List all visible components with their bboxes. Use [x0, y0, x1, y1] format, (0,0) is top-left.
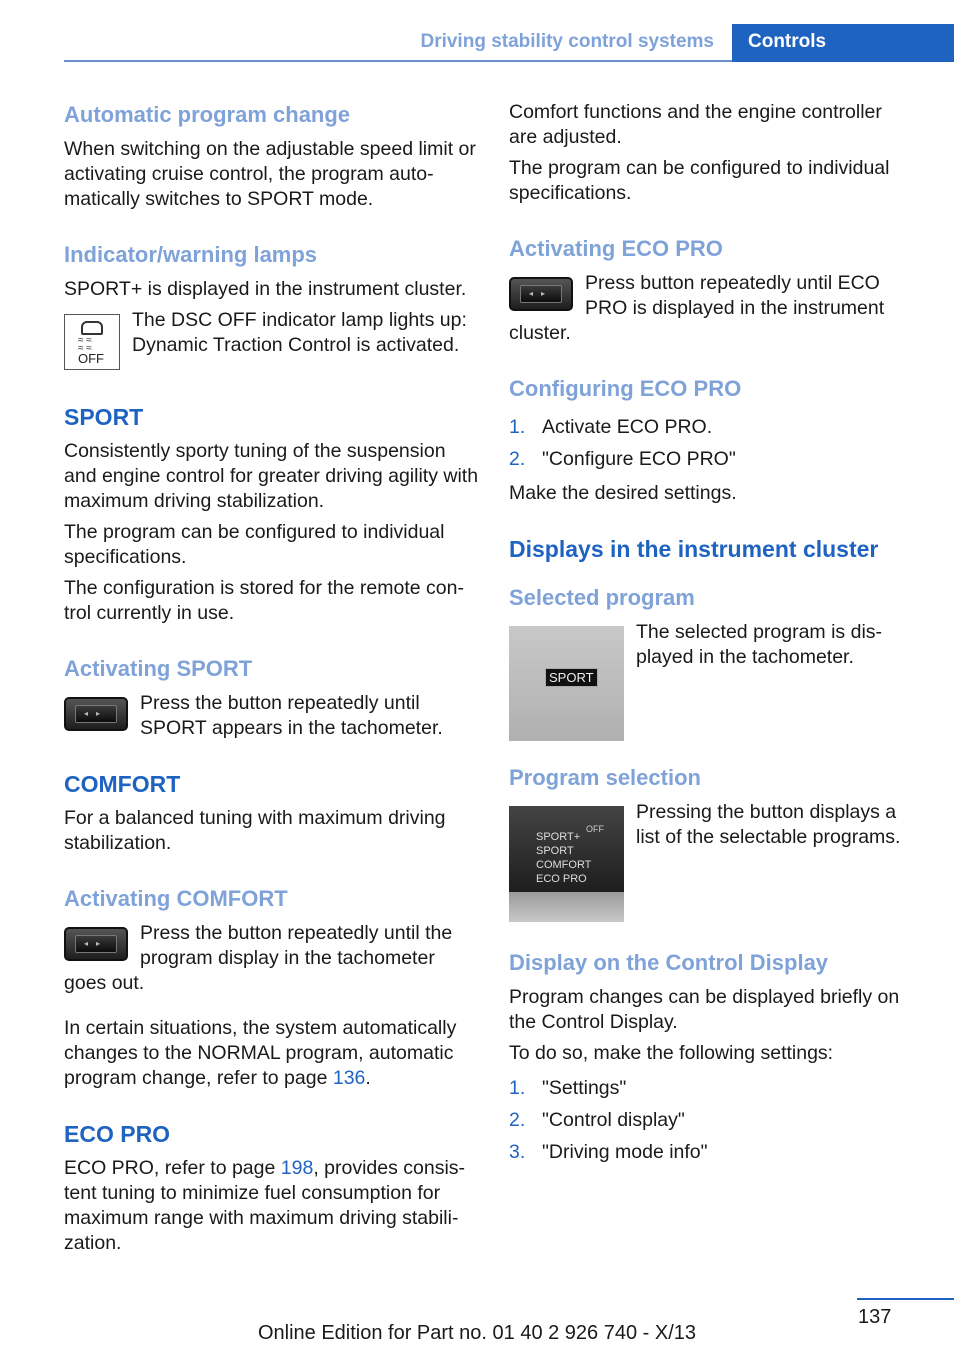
- paragraph-desired-settings: Make the desired settings.: [509, 482, 737, 504]
- paragraph-sport-2: The program can be configured to individual specifications.: [64, 521, 445, 568]
- heading-selected-program: Selected program: [509, 585, 695, 610]
- paragraph-comfort: For a balanced tuning with maximum driving stabilization.: [64, 807, 446, 854]
- list-item: 1. Activate ECO PRO.: [509, 416, 713, 438]
- heading-indicator-warning-lamps: Indicator/warning lamps: [64, 242, 318, 267]
- paragraph-control-display-2: To do so, make the following settings:: [509, 1042, 834, 1064]
- heading-displays-instrument-cluster: Displays in the instrument cluster: [509, 536, 879, 562]
- activating-eco-row: [509, 271, 909, 346]
- configuring-eco-steps: [509, 411, 909, 475]
- dsc-off-lamp-icon: ≈ ≈ ≈ ≈ OFF: [64, 314, 120, 370]
- list-item: 2. "Configure ECO PRO": [509, 448, 736, 470]
- dsc-off-row: [64, 308, 479, 374]
- paragraph-comfort-functions: Comfort functions and the engine controller are adjusted.: [509, 101, 882, 148]
- page-link-136[interactable]: 136: [332, 1067, 366, 1089]
- page-header: [64, 24, 954, 62]
- activating-comfort-row: [64, 921, 479, 996]
- page-number: 137: [858, 1306, 892, 1328]
- heading-sport: SPORT: [64, 404, 144, 430]
- heading-configuring-eco-pro: Configuring ECO PRO: [509, 376, 742, 401]
- section-title: Driving stability control systems: [420, 31, 714, 52]
- tachometer-sport-image: [509, 626, 624, 741]
- heading-program-selection: Program selection: [509, 765, 701, 790]
- heading-automatic-program-change: Automatic program change: [64, 102, 351, 127]
- driving-mode-button-icon: ◂▸: [64, 697, 128, 731]
- chapter-tab: Controls: [732, 24, 954, 62]
- page-link-198[interactable]: 198: [280, 1157, 314, 1179]
- paragraph-selected-program: The selected program is dis-played in the tachometer.: [636, 621, 883, 668]
- program-selection-row: [509, 800, 909, 926]
- driving-mode-button-icon: ◂▸: [509, 277, 573, 311]
- paragraph-sport-3: The configuration is stored for the remote con-trol currently in use.: [64, 577, 464, 624]
- heading-control-display: Display on the Control Display: [509, 950, 829, 975]
- paragraph-activating-comfort: Press the button repeatedly until the program display in the tachometer goes out.: [64, 922, 453, 994]
- paragraph-indicator: SPORT+ is displayed in the instrument cluster.: [64, 278, 467, 300]
- paragraph-activating-eco-pro: Press button repeatedly until ECO PRO is displayed in the instrument cluster.: [509, 272, 885, 344]
- left-column: [64, 100, 479, 1262]
- list-item: 3. "Driving mode info": [509, 1141, 708, 1163]
- driving-mode-button-icon: ◂▸: [64, 927, 128, 961]
- selected-program-row: [509, 620, 909, 745]
- heading-activating-eco-pro: Activating ECO PRO: [509, 236, 723, 261]
- paragraph-dsc-off: The DSC OFF indicator lamp lights up: Dynamic Traction Control is activated.: [132, 309, 467, 356]
- program-list-image: SPORT+ SPORT COMFORT ECO PRO OFF: [509, 806, 624, 922]
- heading-eco-pro: ECO PRO: [64, 1121, 171, 1147]
- heading-activating-sport: Activating SPORT: [64, 656, 253, 681]
- paragraph-control-display-1: Program changes can be displayed briefly on the Control Display.: [509, 986, 900, 1033]
- paragraph-program-selection: Pressing the button displays a list of the selectable programs.: [636, 801, 901, 848]
- footer-divider: [857, 1298, 954, 1300]
- edition-footer: Online Edition for Part no. 01 40 2 926 740 - X/13: [257, 1322, 697, 1344]
- paragraph-activating-sport: Press the button repeatedly until SPORT appears in the tachometer.: [140, 692, 443, 739]
- paragraph-automatic-program-change: When switching on the adjustable speed limit or activating cruise control, the program auto-matically switches to SPORT mode.: [64, 138, 476, 210]
- activating-sport-row: [64, 691, 479, 741]
- sport-badge: SPORT: [545, 668, 598, 687]
- paragraph-normal-program: In certain situations, the system automatically changes to the NORMAL program, automatic program change, refer to page 136.: [64, 1017, 457, 1089]
- control-display-steps: [509, 1072, 909, 1168]
- right-column: [509, 100, 909, 1174]
- dsc-off-icon: OFF: [586, 824, 604, 834]
- paragraph-configurable: The program can be configured to individual specifications.: [509, 157, 890, 204]
- list-item: 1. "Settings": [509, 1077, 627, 1099]
- heading-comfort: COMFORT: [64, 771, 181, 797]
- list-item: 2. "Control display": [509, 1109, 685, 1131]
- paragraph-sport-1: Consistently sporty tuning of the suspension and engine control for greater driving agility with maximum driving stabilization.: [64, 440, 479, 512]
- heading-activating-comfort: Activating COMFORT: [64, 886, 288, 911]
- paragraph-eco-pro: ECO PRO, refer to page 198, provides consis-tent tuning to minimize fuel consumption for maximum range with maximum driving stabili-zation.: [64, 1157, 466, 1254]
